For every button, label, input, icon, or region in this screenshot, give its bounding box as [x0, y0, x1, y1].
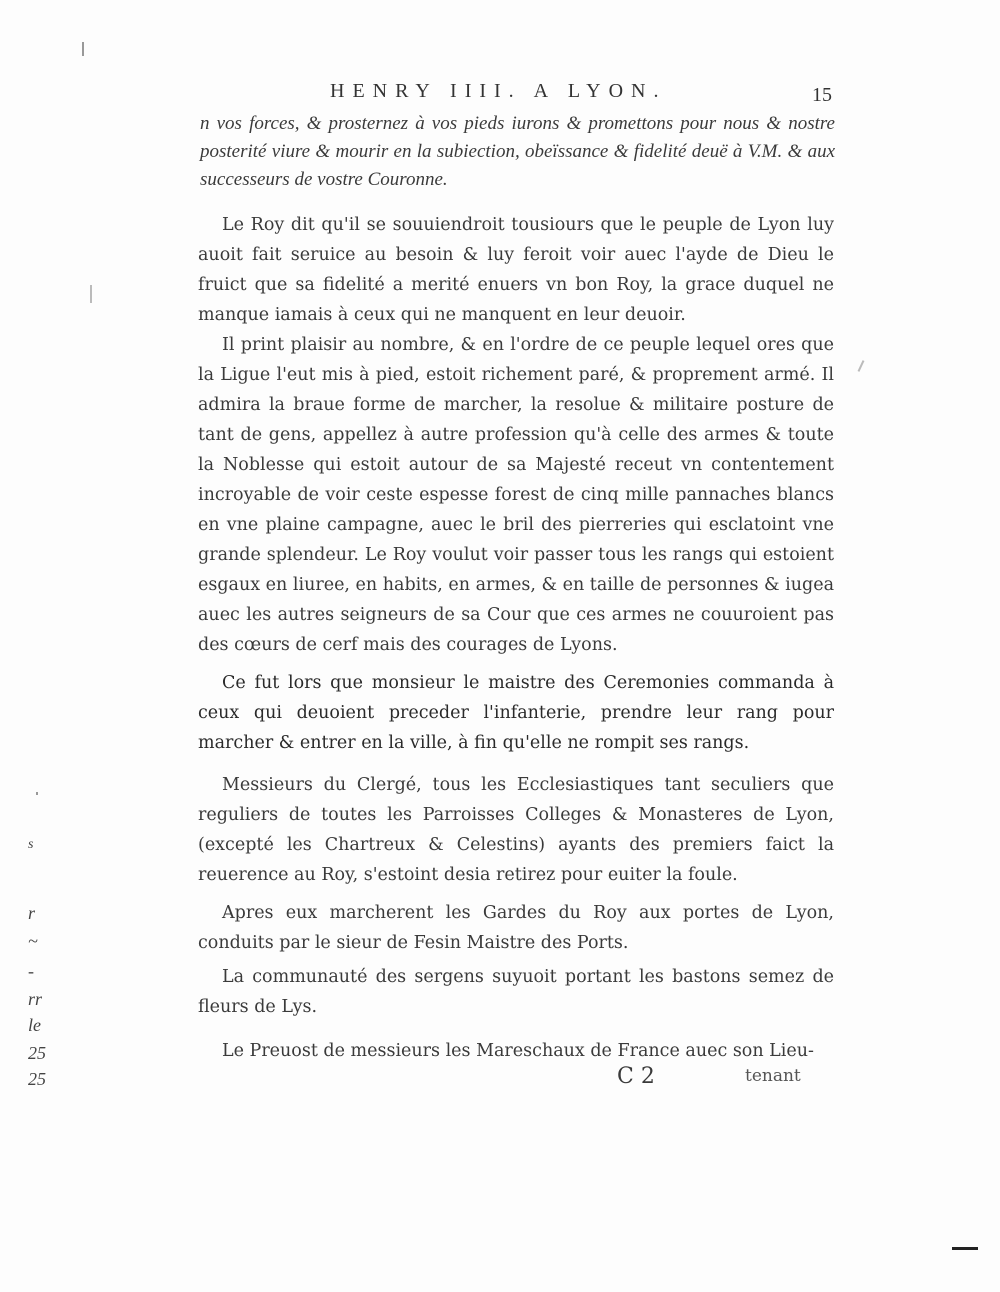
paragraph-clergy: Messieurs du Clergé, tous les Ecclesiastiques tant seculiers que reguliers de toutes les Parroisses Colleges & Monasteres de Lyon, (excepté les Chartreux & Celestins) ayants des premiers faict la reuerence au Roy, s'estoint desia retirez pour euiter la foule.: [198, 775, 834, 885]
margin-note: rr: [28, 989, 43, 1009]
margin-note: -: [28, 961, 34, 981]
margin-note: r: [28, 903, 36, 923]
margin-note: 25: [28, 1069, 46, 1089]
margin-note: 25: [28, 1043, 46, 1063]
margin-note: ~: [28, 931, 38, 951]
margin-speck: [36, 792, 38, 795]
running-title: HENRY IIII. A LYON.: [330, 80, 667, 102]
paragraph-guards: Apres eux marcherent les Gardes du Roy aux portes de Lyon, conduits par le sieur de Fesin Maistre des Ports.: [198, 903, 834, 953]
paragraph-sergeants: La communauté des sergens suyuoit portant les bastons semez de fleurs de Lys.: [198, 967, 834, 1017]
italic-paragraph-end: n vos forces, & prosternez à vos pieds iurons & promettons pour nous & nostre posterité viure & mourir en la subiection, obeïssance & fidelité deuë à V.M. & aux successeurs de vostre Couronne.: [200, 113, 835, 190]
margin-note: s: [28, 837, 34, 852]
paragraph-king-response: Le Roy dit qu'il se souuiendroit tousiours que le peuple de Lyon luy auoit fait seruice au besoin & luy feroit voir auec l'ayde de Dieu le fruict que sa fidelité a merité enuers vn bon Roy, la grace duquel ne manque iamais à ceux qui ne manquent en leur deuoir.: [198, 215, 834, 325]
margin-speck: [82, 42, 84, 56]
catchword: tenant: [745, 1066, 801, 1086]
signature-mark: C 2: [617, 1064, 655, 1089]
corner-mark: [952, 1247, 978, 1250]
paragraph-ceremonies: Ce fut lors que monsieur le maistre des Ceremonies commanda à ceux qui deuoient preceder l'infanterie, prendre leur rang pour marcher & entrer en la ville, à fin qu'elle ne rompit ses rangs.: [198, 673, 834, 753]
paragraph-provost: Le Preuost de messieurs les Mareschaux de France auec son Lieu-: [222, 1041, 814, 1061]
paragraph-king-admiration: Il print plaisir au nombre, & en l'ordre de ce peuple lequel ores que la Ligue l'eut mis à pied, estoit richement paré, & proprement armé. Il admira la braue forme de marcher, la resolue & militaire posture de tant de gens, appellez à autre profession qu'à celle des armes & toute la Noblesse qui estoit autour de sa Majesté receut vn contentement incroyable de voir ceste espesse forest de cinq mille pannaches blancs en vne plaine campagne, auec le bril des pierreries qui esclatoint vne grande splendeur. Le Roy voulut voir passer tous les rangs qui estoient esgaux en liuree, en habits, en armes, & en taille de personnes & iugea auec les autres seigneurs de sa Cour que ces armes ne couuroient pas des cœurs de cerf mais des courages de Lyons.: [198, 335, 834, 655]
margin-note: le: [28, 1015, 41, 1035]
margin-speck: [90, 285, 92, 303]
margin-speck: [858, 360, 865, 372]
page-number: 15: [812, 84, 832, 106]
